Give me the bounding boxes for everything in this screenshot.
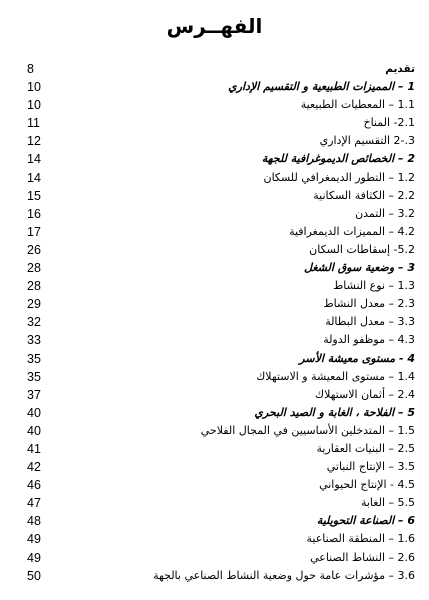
- toc-page-number: 10: [27, 80, 41, 95]
- toc-subsection-title: 1.4 – مستوى المعيشة و الاستهلاك: [256, 369, 415, 383]
- toc-subsection-title: 1.6 – المنطقة الصناعية: [306, 532, 415, 546]
- toc-subsection-title: 2.4 – أثمان الاستهلاك: [315, 387, 415, 401]
- toc-section-title: 4 - مستوى معيشة الأسر: [299, 351, 415, 365]
- toc-page-number: 46: [27, 478, 41, 493]
- toc-entry: [0, 368, 429, 386]
- toc-subsection-title: 2.5 – البنيات العقارية: [316, 441, 415, 455]
- toc-page-number: 15: [27, 188, 41, 203]
- toc-entry: [0, 494, 429, 512]
- toc-page-number: 10: [27, 98, 41, 113]
- toc-entry: [0, 476, 429, 494]
- toc-page-number: 47: [27, 496, 41, 511]
- toc-page-number: 40: [27, 405, 41, 420]
- toc-subsection-title: 3.5 – الإنتاج النباتي: [326, 460, 415, 474]
- toc-page-number: 41: [27, 441, 41, 456]
- toc-entry: [0, 295, 429, 313]
- toc-entry: [0, 132, 429, 150]
- toc-subsection-title: 1.5 – المتدخلين الأساسيين في المجال الفلاحي: [200, 423, 415, 437]
- toc-entry: [0, 169, 429, 187]
- toc-section-title: 3 – وضعية سوق الشغل: [304, 261, 415, 275]
- toc-entry: [0, 404, 429, 422]
- toc-entry: [0, 96, 429, 114]
- toc-entry: [0, 78, 429, 96]
- toc-subsection-title: 1.3 – نوع النشاط: [333, 279, 415, 293]
- toc-subsection-title: 5.2- إسقاطات السكان: [309, 242, 415, 256]
- toc-page-number: 28: [27, 279, 41, 294]
- toc-subsection-title: 1.2 – التطور الديمغرافي للسكان: [263, 170, 415, 184]
- toc-entry: [0, 440, 429, 458]
- toc-subsection-title: 2.3 – معدل النشاط: [323, 297, 415, 311]
- toc-entry: [0, 259, 429, 277]
- toc-page-number: 37: [27, 387, 41, 402]
- toc-entry: [0, 422, 429, 440]
- toc-subsection-title: 3.-2 التقسيم الإداري: [319, 134, 415, 148]
- toc-subsection-title: 4.5 - الإنتاج الحيواني: [319, 478, 415, 492]
- toc-entry: [0, 223, 429, 241]
- toc-subsection-title: 2.2 – الكثافة السكانية: [313, 188, 415, 202]
- toc-page-number: 12: [27, 134, 41, 149]
- toc-page-number: 28: [27, 261, 41, 276]
- toc-subsection-title: 3.2 – التمدن: [355, 206, 415, 220]
- toc-entry: [0, 205, 429, 223]
- toc-subsection-title: 5.5 – الغابة: [360, 496, 415, 510]
- toc-subsection-title: 2.1- المناخ: [363, 116, 415, 130]
- toc-entry: [0, 512, 429, 530]
- toc-subsection-title: 1.1 – المعطيات الطبيعية: [300, 98, 415, 112]
- toc-entry: [0, 567, 429, 585]
- toc-page-number: 49: [27, 550, 41, 565]
- toc-page-number: 32: [27, 315, 41, 330]
- toc-page-number: 14: [27, 170, 41, 185]
- toc-section-title: 5 – الفلاحة ، الغابة و الصيد البحري: [254, 405, 415, 419]
- toc-page-number: 29: [27, 297, 41, 312]
- toc-page-number: 35: [27, 369, 41, 384]
- toc-entry: [0, 60, 429, 78]
- toc-entry: [0, 277, 429, 295]
- toc-page-number: 42: [27, 460, 41, 475]
- toc-entry: [0, 549, 429, 567]
- toc-entry: [0, 331, 429, 349]
- toc-page-number: 16: [27, 206, 41, 221]
- toc-page-number: 26: [27, 242, 41, 257]
- toc-page-number: 48: [27, 514, 41, 529]
- toc-entry: [0, 114, 429, 132]
- toc-section-title: 2 – الخصائص الديموغرافية للجهة: [261, 152, 415, 166]
- toc-page-number: 11: [27, 116, 40, 131]
- toc-subsection-title: 4.2 – المميزات الديمغرافية: [289, 224, 415, 238]
- toc-subsection-title: 2.6 – النشاط الصناعي: [310, 550, 415, 564]
- toc-page-number: 35: [27, 351, 41, 366]
- toc-entry: [0, 386, 429, 404]
- toc-page-number: 33: [27, 333, 41, 348]
- toc-intro-title: تقديم: [385, 63, 415, 75]
- toc-section-title: 1 – المميزات الطبيعية و التقسيم الإداري: [228, 80, 415, 94]
- toc-entry: [0, 350, 429, 368]
- toc-page-number: 49: [27, 532, 41, 547]
- page-title: الفهــرس: [166, 14, 263, 38]
- toc-entry: [0, 241, 429, 259]
- toc-entry: [0, 150, 429, 168]
- toc-subsection-title: 3.3 – معدل البطالة: [325, 315, 415, 329]
- toc-entry: [0, 313, 429, 331]
- toc-entry: [0, 530, 429, 548]
- toc-entry: [0, 187, 429, 205]
- toc-section-title: 6 – الصناعة التحويلية: [316, 514, 415, 528]
- table-of-contents: [0, 60, 429, 585]
- toc-subsection-title: 3.6 – مؤشرات عامة حول وضعية النشاط الصناعي بالجهة: [153, 568, 415, 582]
- toc-subsection-title: 4.3 – موظفو الدولة: [323, 333, 415, 347]
- toc-page-number: 40: [27, 423, 41, 438]
- toc-page-number: 8: [27, 62, 34, 76]
- toc-page-number: 17: [27, 224, 41, 239]
- toc-entry: [0, 458, 429, 476]
- toc-page-number: 14: [27, 152, 41, 167]
- toc-page-number: 50: [27, 568, 41, 583]
